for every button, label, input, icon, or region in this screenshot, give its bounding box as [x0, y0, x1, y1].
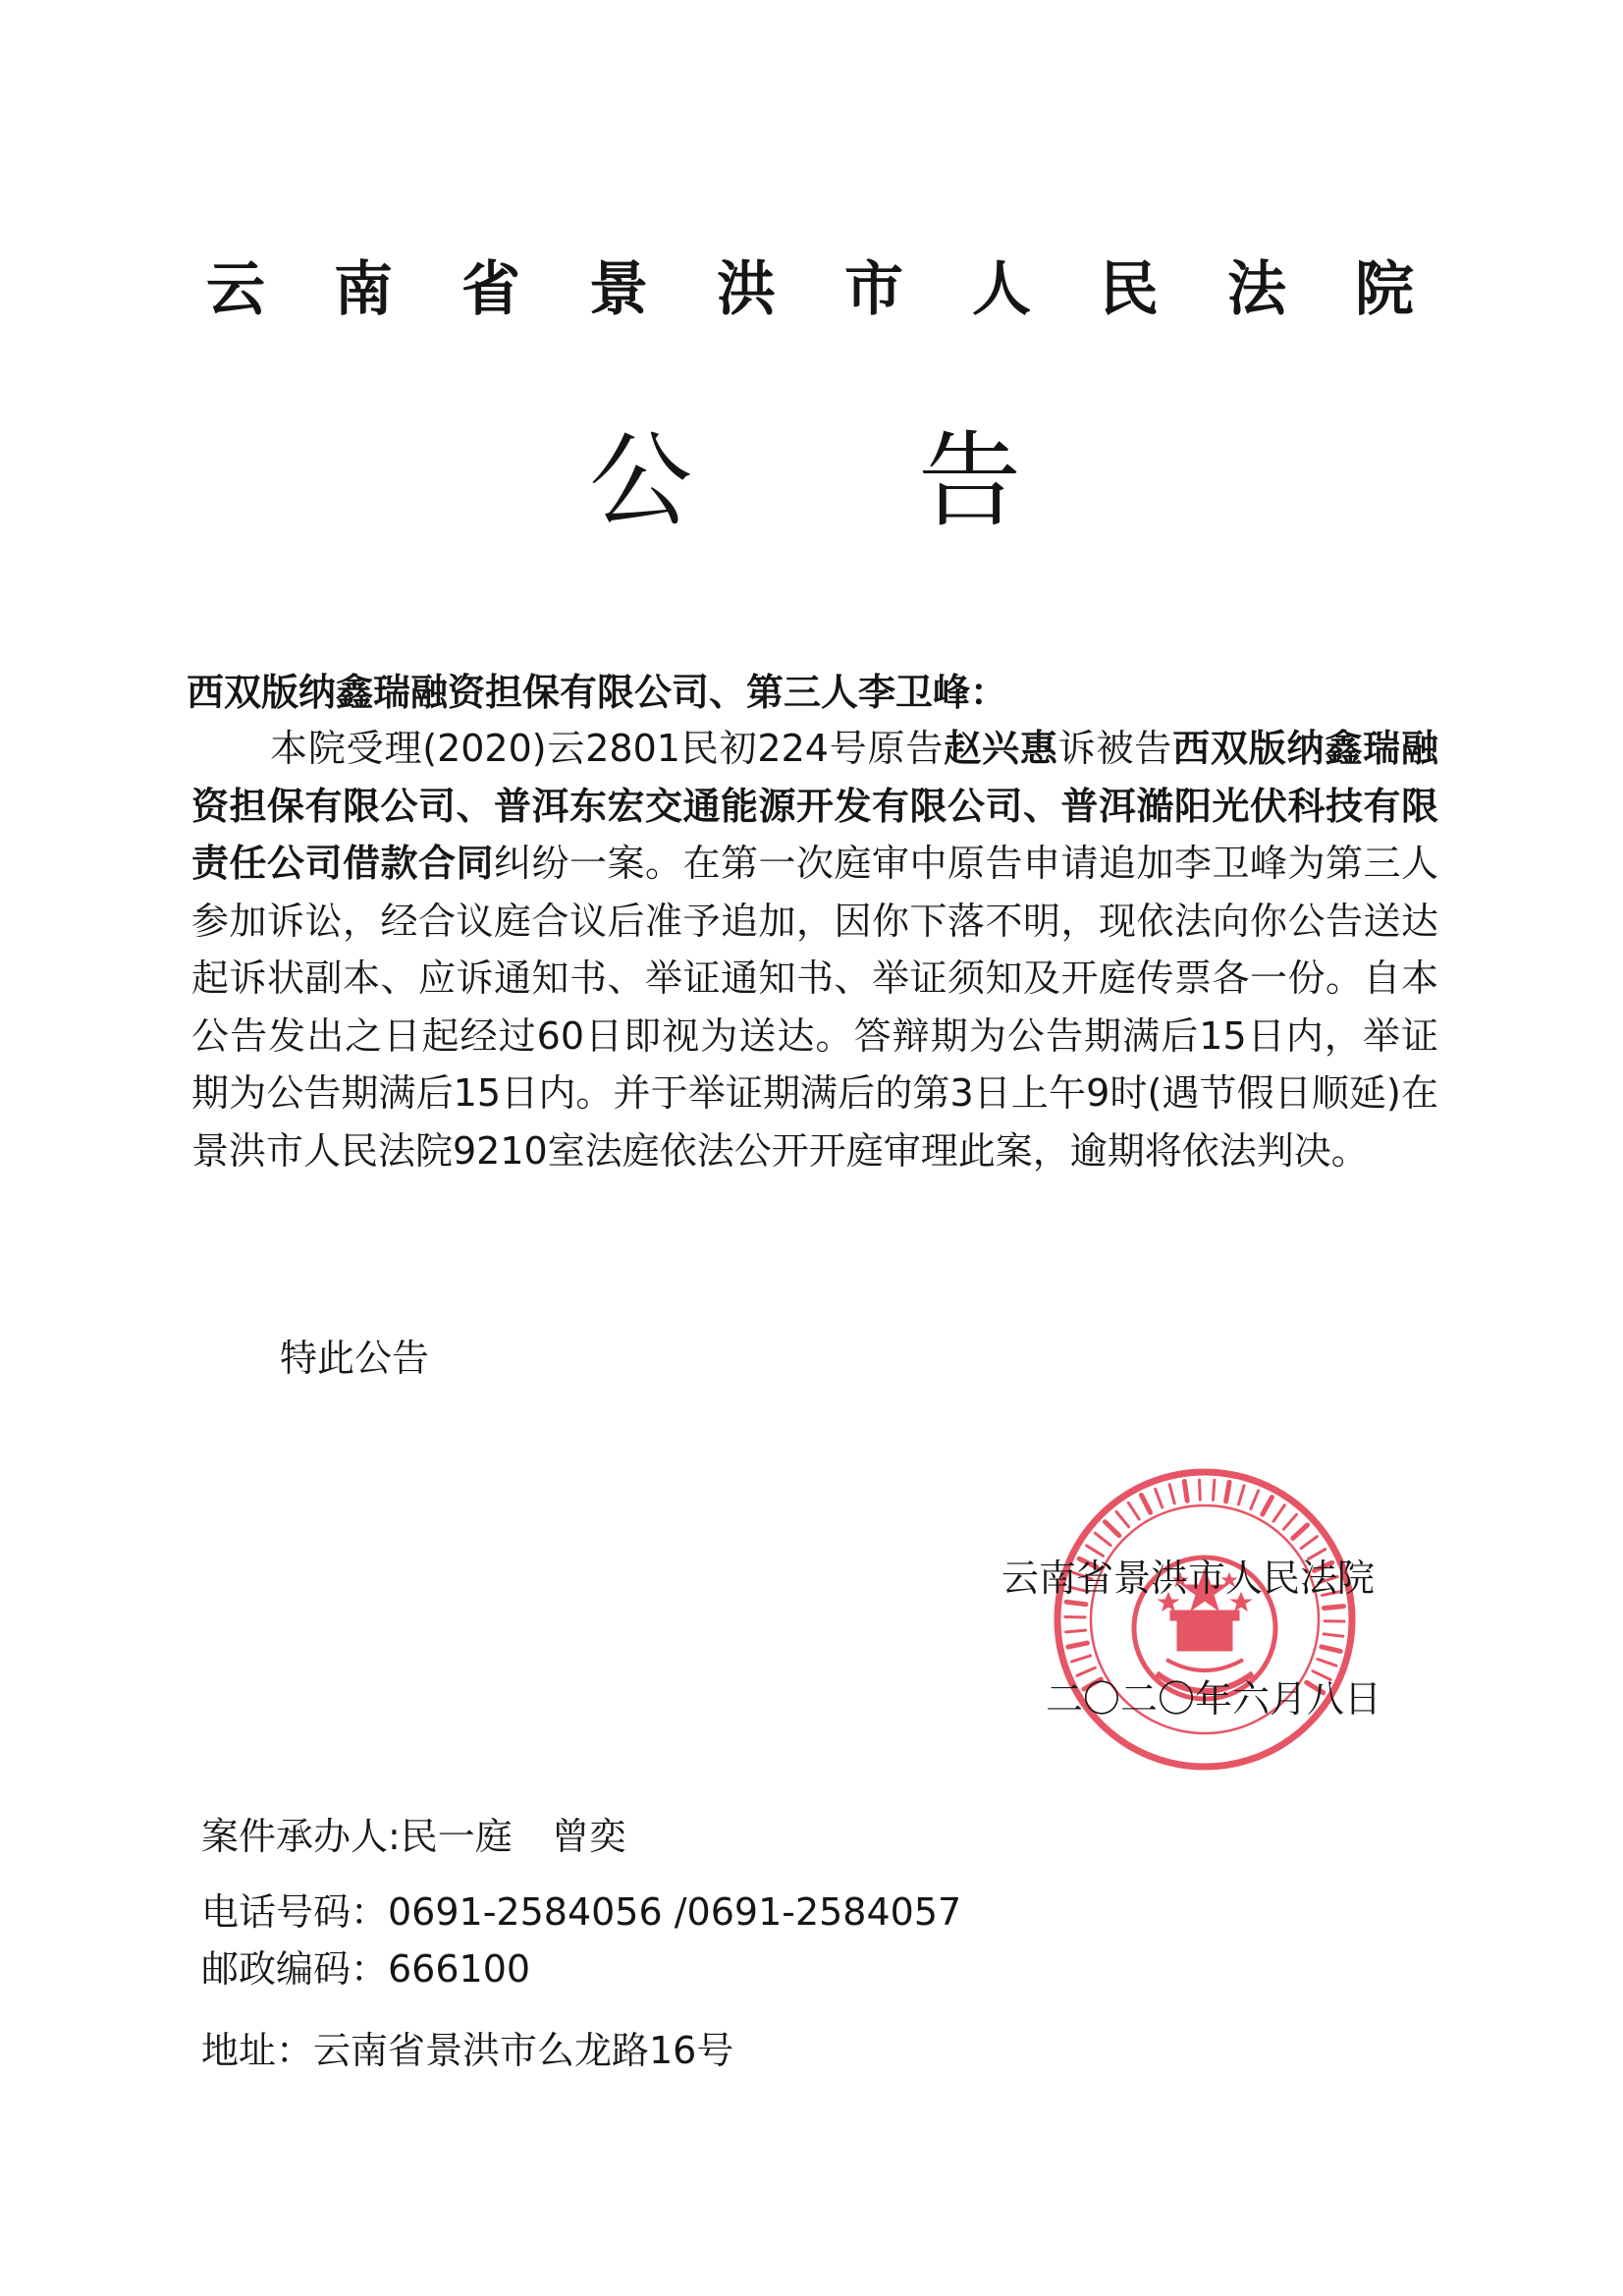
phone-number: 电话号码：0691-2584056 /0691-2584057	[201, 1890, 962, 1934]
plaintiff-name: 赵兴惠	[944, 727, 1058, 770]
court-name-char: 人	[972, 255, 1031, 324]
signature-date: 二〇二〇年六月八日	[1046, 1677, 1382, 1721]
court-name-heading	[206, 250, 1414, 329]
court-name-char: 民	[1100, 255, 1159, 324]
notice-title-char: 告	[917, 421, 1021, 541]
case-handler-name: 曾奕	[551, 1815, 626, 1858]
notice-title	[589, 417, 1021, 545]
body-text-segment: 本院受理(2020)云2801民初224号原告	[270, 727, 945, 770]
court-name-char: 景	[589, 255, 648, 324]
body-text-segment: 纠纷一案。在第一次庭审中原告申请追加李卫峰为第三人参加诉讼，经合议庭合议后准予追加，因你下落不明，现依法向你公告送达起诉状副本、应诉通知书、举证通知书、举证须知及开庭传票各一份。自本公告发出之日起经过60日即视为送达。答辩期为公告期满后15日内，举证期为公告期满后15日内。并于举证期满后的第3日上午9时(遇节假日顺延)在景洪市人民法院9210室法庭依法公开开庭审理此案，逾期将依法判决。	[191, 842, 1438, 1173]
court-seal	[1049, 1463, 1361, 1776]
court-name-char: 省	[461, 255, 520, 324]
court-name-char: 院	[1355, 255, 1414, 324]
signature-court-name: 云南省景洪市人民法院	[1001, 1557, 1376, 1600]
notice-body	[191, 720, 1438, 1179]
closing-phrase: 特此公告	[280, 1337, 430, 1380]
court-name-char: 法	[1227, 255, 1286, 324]
court-name-char: 市	[844, 255, 903, 324]
addressee: 西双版纳鑫瑞融资担保有限公司、第三人李卫峰：	[187, 671, 1008, 714]
case-handler	[201, 1812, 626, 1861]
defendants-and-cause: 西双版纳鑫瑞融资担保有限公司、普洱东宏交通能源开发有限公司、普洱澔阳光伏科技有限责任公司借款合同	[191, 727, 1438, 885]
notice-title-char: 公	[589, 421, 693, 541]
body-text-segment: 诉被告	[1057, 727, 1173, 770]
postal-code: 邮政编码：666100	[201, 1947, 531, 1991]
court-name-char: 洪	[717, 255, 776, 324]
court-address: 地址：云南省景洪市么龙路16号	[201, 2029, 734, 2072]
court-name-char: 云	[206, 255, 265, 324]
court-name-char: 南	[334, 255, 393, 324]
case-handler-label: 案件承办人:民一庭	[201, 1815, 513, 1858]
